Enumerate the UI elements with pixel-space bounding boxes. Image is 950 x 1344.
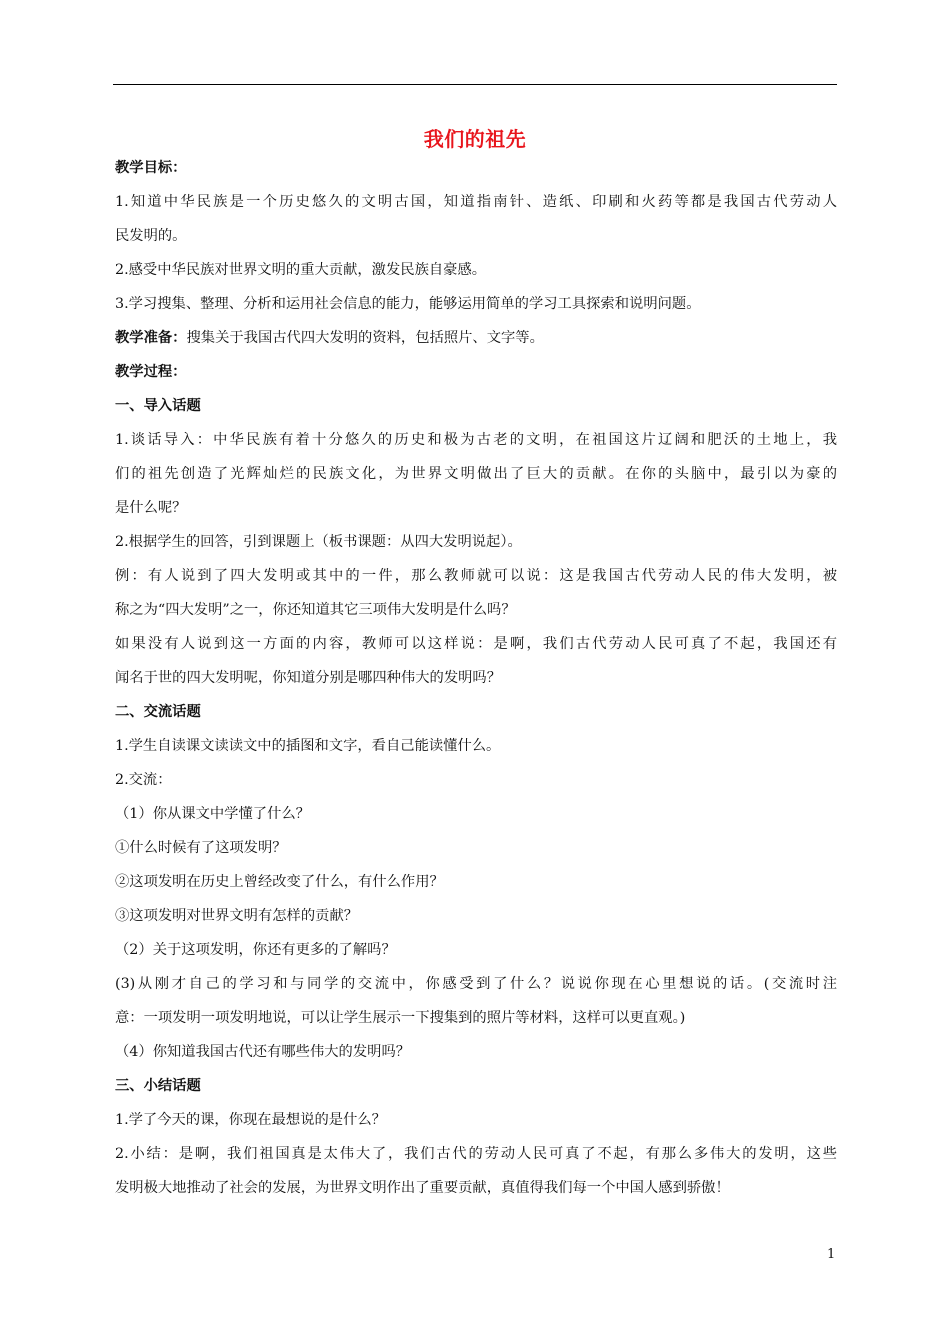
line-text: 闻名于世的四大发明呢，你知道分别是哪四种伟大的发明吗？ (115, 670, 502, 686)
page-number: 1 (827, 1247, 836, 1262)
text-line (115, 865, 837, 899)
line-text: 如果没有人说到这一方面的内容，教师可以这样说：是啊，我们古代劳动人民可真了不起，我国还有 (115, 636, 837, 652)
text-line (115, 287, 837, 321)
line-text: 1.学生自读课文读读文中的插图和文字，看自己能读懂什么。 (115, 738, 501, 754)
section-heading: 三、小结话题 (115, 1078, 201, 1094)
line-text: 2.根据学生的回答，引到课题上（板书课题：从四大发明说起）。 (115, 534, 522, 550)
line-text: 1.知道中华民族是一个历史悠久的文明古国，知道指南针、造纸、印刷和火药等都是我国古代劳动人 (115, 194, 837, 210)
text-line (115, 1103, 837, 1137)
text-line (115, 933, 837, 967)
line-text: (3)从刚才自己的学习和与同学的交流中，你感受到了什么？说说你现在心里想说的话。(交流时注 (115, 976, 837, 992)
text-line (115, 219, 837, 253)
text-line (115, 559, 837, 593)
text-line (115, 797, 837, 831)
line-text: （1）你从课文中学懂了什么？ (115, 806, 310, 822)
text-line (115, 831, 837, 865)
text-line (115, 593, 837, 627)
text-line (115, 763, 837, 797)
section-heading: 二、交流话题 (115, 704, 201, 720)
section-line (115, 321, 837, 355)
text-line (115, 729, 837, 763)
text-line (115, 185, 837, 219)
line-text: 们的祖先创造了光辉灿烂的民族文化，为世界文明做出了巨大的贡献。在你的头脑中，最引以为豪的 (115, 466, 837, 482)
line-text: 2.交流： (115, 772, 172, 788)
line-text: 2.感受中华民族对世界文明的重大贡献，激发民族自豪感。 (115, 262, 487, 278)
line-text: （2）关于这项发明，你还有更多的了解吗？ (115, 942, 396, 958)
text-line (115, 1137, 837, 1171)
line-text: （4）你知道我国古代还有哪些伟大的发明吗？ (115, 1044, 411, 1060)
document-title: 我们的祖先 (423, 127, 527, 151)
line-text: 发明极大地推动了社会的发展，为世界文明作出了重要贡献，真值得我们每一个中国人感到骄傲！ (115, 1180, 730, 1196)
section-line (115, 695, 837, 729)
section-line (115, 151, 837, 185)
line-text: 1.学了今天的课，你现在最想说的是什么？ (115, 1112, 386, 1128)
text-line (115, 1035, 837, 1069)
text-line (115, 967, 837, 1001)
line-text: ③这项发明对世界文明有怎样的贡献？ (115, 908, 359, 924)
line-text: 称之为“四大发明”之一，你还知道其它三项伟大发明是什么吗？ (115, 602, 516, 618)
line-text: 搜集关于我国古代四大发明的资料，包括照片、文字等。 (186, 330, 544, 346)
text-line (115, 1171, 837, 1205)
section-heading: 教学目标： (115, 160, 187, 176)
line-text: 民发明的。 (115, 228, 187, 244)
line-text: 2.小结：是啊，我们祖国真是太伟大了，我们古代的劳动人民可真了不起，有那么多伟大的发明，这些 (115, 1146, 837, 1162)
text-line (115, 253, 837, 287)
document-body (115, 151, 837, 1205)
text-line (115, 1001, 837, 1035)
line-text: 是什么呢？ (115, 500, 187, 516)
line-text: ①什么时候有了这项发明？ (115, 840, 287, 856)
section-heading: 教学过程： (115, 364, 187, 380)
text-line (115, 661, 837, 695)
section-line (115, 1069, 837, 1103)
line-text: 1.谈话导入：中华民族有着十分悠久的历史和极为古老的文明，在祖国这片辽阔和肥沃的土地上，我 (115, 432, 837, 448)
text-line (115, 525, 837, 559)
line-text: 3.学习搜集、整理、分析和运用社会信息的能力，能够运用简单的学习工具探索和说明问题。 (115, 296, 701, 312)
text-line (115, 423, 837, 457)
line-text: ②这项发明在历史上曾经改变了什么，有什么作用？ (115, 874, 444, 890)
text-line (115, 899, 837, 933)
line-text: 例：有人说到了四大发明或其中的一件，那么教师就可以说：这是我国古代劳动人民的伟大发明，被 (115, 568, 837, 584)
section-line (115, 355, 837, 389)
text-line (115, 457, 837, 491)
line-text: 意：一项发明一项发明地说，可以让学生展示一下搜集到的照片等材料，这样可以更直观。) (115, 1010, 686, 1026)
text-line (115, 627, 837, 661)
header-rule (113, 84, 837, 85)
section-line (115, 389, 837, 423)
section-heading: 一、导入话题 (115, 398, 201, 414)
section-heading: 教学准备： (115, 330, 187, 346)
text-line (115, 491, 837, 525)
